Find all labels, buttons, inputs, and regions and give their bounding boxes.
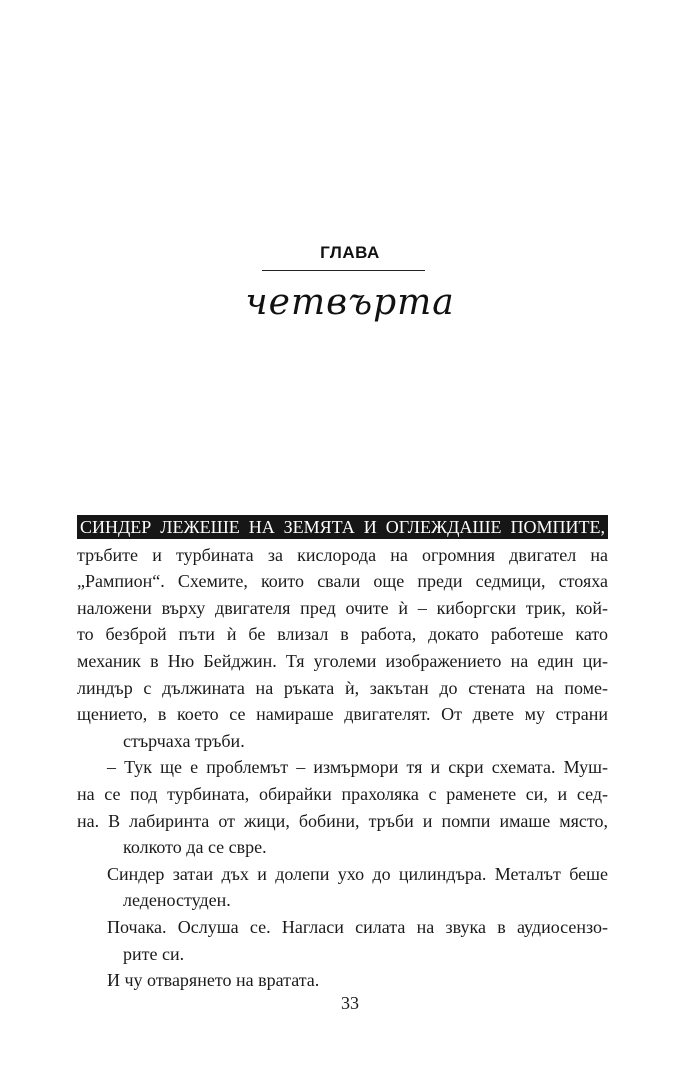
chapter-label: ГЛАВА <box>320 243 380 262</box>
chapter-body <box>77 515 608 994</box>
opening-line: СИНДЕР ЛЕЖЕШЕ НА ЗЕМЯТА И ОГЛЕЖДАШЕ ПОМПИТЕ, <box>77 515 608 539</box>
text-line: наложени върху двигателя пред очите ѝ – киборгски трик, кой- <box>77 597 608 618</box>
text-line: Почака. Ослуша се. Нагласи силата на звука в аудиосензо- <box>107 916 608 937</box>
text-line: И чу отварянето на вратата. <box>107 970 320 991</box>
text-line: колкото да се свре. <box>123 837 267 858</box>
text-line: – Тук ще е проблемът – измърмори тя и скри схемата. Муш- <box>107 757 608 778</box>
text-line: то безброй пъти ѝ бе влизал в работа, докато работеше като <box>77 624 608 645</box>
text-line: на се под турбината, обирайки прахоляка с раменете си, и сед- <box>77 783 608 804</box>
text-line: рите си. <box>123 943 185 964</box>
text-line: линдър с дължината на ръката ѝ, закътан до стената на поме- <box>77 677 608 698</box>
text-line: щението, в което се намираше двигателят. От двете му страни <box>77 704 608 725</box>
text-line: Синдер затаи дъх и долепи ухо до цилиндъра. Металът беше <box>107 863 608 884</box>
text-line: леденостуден. <box>123 890 231 911</box>
text-line: на. В лабиринта от жици, бобини, тръби и помпи имаше място, <box>77 810 608 831</box>
chapter-divider <box>262 270 425 271</box>
text-line: „Рампион“. Схемите, които свали още преди седмици, стояха <box>77 571 608 592</box>
chapter-title: четвърта <box>245 282 455 323</box>
page-number: 33 <box>341 993 359 1013</box>
text-line: механик в Ню Бейджин. Тя уголеми изображението на един ци- <box>77 650 608 671</box>
text-line: тръбите и турбината за кислорода на огромния двигател на <box>77 544 608 565</box>
text-line: стърчаха тръби. <box>123 730 245 751</box>
